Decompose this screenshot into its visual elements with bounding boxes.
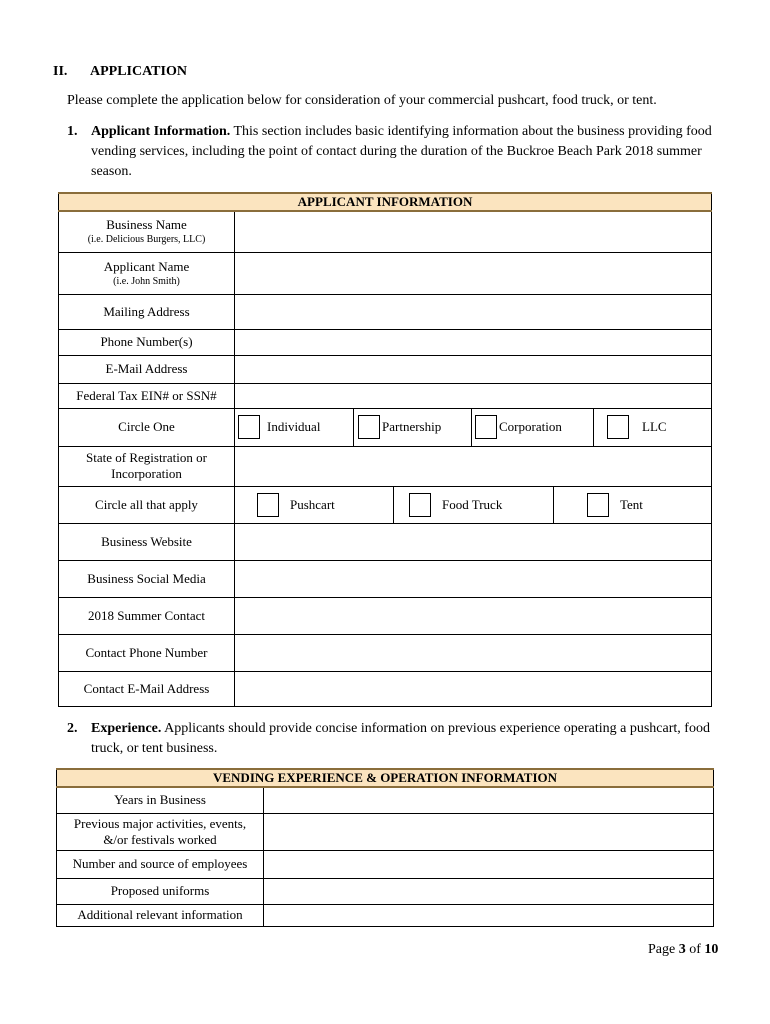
business-name-hint: (i.e. Delicious Burgers, LLC) [87,234,206,246]
llc-checkbox[interactable] [607,415,629,439]
food-truck-checkbox[interactable] [409,493,431,517]
item-heading: Experience. [91,721,162,736]
tax-id-label: Federal Tax EIN# or SSN# [59,383,235,408]
state-registration-label: State of Registration or Incorporation [59,446,235,486]
section-heading [53,64,187,80]
contact-phone-field[interactable] [235,634,712,671]
business-social-media-label: Business Social Media [59,560,235,597]
summer-contact-label: 2018 Summer Contact [59,597,235,634]
applicant-information-table [58,192,712,707]
applicant-name-hint: (i.e. John Smith) [113,275,180,287]
applicant-name-field[interactable] [235,252,712,294]
years-in-business-field[interactable] [264,787,714,813]
option-llc[interactable]: LLC [594,409,711,446]
business-social-media-field[interactable] [235,560,712,597]
business-type-options [235,408,712,446]
employees-label: Number and source of employees [57,850,264,878]
additional-info-field[interactable] [264,904,714,926]
business-website-field[interactable] [235,523,712,560]
item-number: 2. [67,721,78,736]
page-number: Page 3 of 10 [648,942,719,957]
option-food-truck[interactable]: Food Truck [394,487,554,523]
employees-field[interactable] [264,850,714,878]
summer-contact-field[interactable] [235,597,712,634]
state-registration-field[interactable] [235,446,712,486]
tent-checkbox[interactable] [587,493,609,517]
applicant-info-paragraph [67,122,729,182]
contact-email-field[interactable] [235,671,712,706]
section-title: APPLICATION [90,64,187,79]
additional-info-label: Additional relevant information [57,904,264,926]
email-address-label: E-Mail Address [59,355,235,383]
contact-phone-label: Contact Phone Number [59,634,235,671]
circle-all-label: Circle all that apply [59,486,235,523]
vendor-type-options [235,486,712,523]
years-in-business-label: Years in Business [57,787,264,813]
corporation-checkbox[interactable] [475,415,497,439]
intro-text: Please complete the application below for consideration of your commercial pushcart, food truck, or tent. [67,93,657,108]
proposed-uniforms-label: Proposed uniforms [57,878,264,904]
item-number: 1. [67,124,78,139]
partnership-checkbox[interactable] [358,415,380,439]
pushcart-checkbox[interactable] [257,493,279,517]
previous-activities-label: Previous major activities, events, &/or festivals worked [57,813,264,850]
tax-id-field[interactable] [235,383,712,408]
option-individual[interactable]: Individual [235,409,354,446]
option-partnership[interactable]: Partnership [354,409,472,446]
option-corporation[interactable]: Corporation [472,409,594,446]
experience-paragraph [67,719,729,759]
business-website-label: Business Website [59,523,235,560]
item-heading: Applicant Information. [91,124,231,139]
item-text: Applicants should provide concise information on previous experience operating a pushcart, food truck, or tent business. [91,721,710,756]
applicant-table-header: APPLICANT INFORMATION [59,193,712,211]
item-text: This section includes basic identifying information about the business providing food vending services, including the point of contact during the duration of the Buckroe Beach Park 2018 summer season. [91,124,712,179]
phone-numbers-label: Phone Number(s) [59,329,235,355]
option-pushcart[interactable]: Pushcart [235,487,394,523]
circle-one-label: Circle One [59,408,235,446]
experience-table-header: VENDING EXPERIENCE & OPERATION INFORMATION [57,769,714,787]
total-pages: 10 [704,942,719,957]
proposed-uniforms-field[interactable] [264,878,714,904]
previous-activities-field[interactable] [264,813,714,850]
mailing-address-field[interactable] [235,294,712,329]
mailing-address-label: Mailing Address [59,294,235,329]
individual-checkbox[interactable] [238,415,260,439]
business-name-label: Business Name (i.e. Delicious Burgers, LLC) [59,211,235,252]
email-address-field[interactable] [235,355,712,383]
current-page: 3 [678,942,686,957]
section-number: II. [53,64,68,79]
applicant-name-label: Applicant Name (i.e. John Smith) [59,252,235,294]
contact-email-label: Contact E-Mail Address [59,671,235,706]
business-name-field[interactable] [235,211,712,252]
option-tent[interactable]: Tent [554,487,711,523]
phone-numbers-field[interactable] [235,329,712,355]
vending-experience-table [56,768,714,927]
